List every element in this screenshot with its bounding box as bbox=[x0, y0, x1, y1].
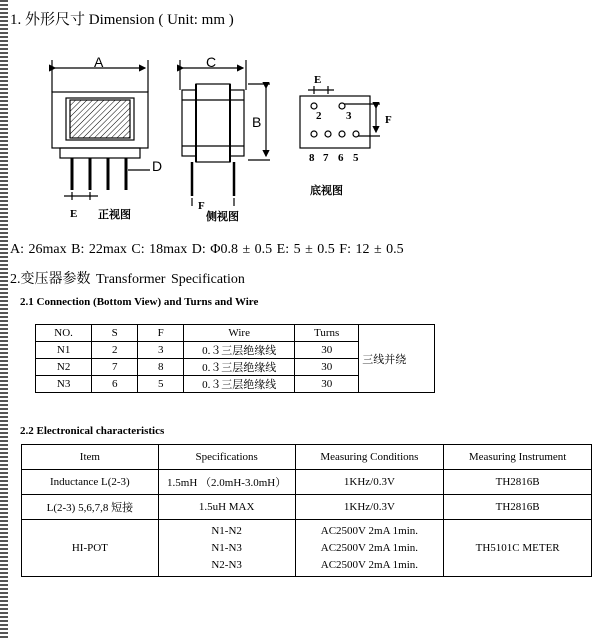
header-f: F bbox=[138, 325, 184, 342]
label-a: A bbox=[94, 54, 104, 70]
hipot-conditions bbox=[295, 520, 444, 577]
header-no: NO. bbox=[36, 325, 92, 342]
spec-line: N2-N3 bbox=[211, 558, 242, 571]
label-e-front: E bbox=[70, 208, 78, 220]
label-e-bottom: E bbox=[314, 74, 322, 86]
spec-line: N1-N2 bbox=[211, 524, 242, 537]
cell: TH2816B bbox=[444, 495, 592, 520]
label-f-side: F bbox=[198, 200, 205, 212]
header-turns: Turns bbox=[295, 325, 359, 342]
header-item: Item bbox=[22, 445, 159, 470]
cell: 1KHz/0.3V bbox=[295, 495, 444, 520]
cell: 6 bbox=[92, 376, 138, 393]
condition-line: AC2500V 2mA 1min. bbox=[320, 541, 419, 554]
pin-6-label: 6 bbox=[338, 152, 344, 164]
header-s: S bbox=[92, 325, 138, 342]
cell: 30 bbox=[295, 342, 359, 359]
cell: TH2816B bbox=[444, 470, 592, 495]
cell: Inductance L(2-3) bbox=[22, 470, 159, 495]
connection-table bbox=[35, 324, 435, 393]
front-view-caption: 正视图 bbox=[98, 209, 131, 221]
connection-heading: 2.1 Connection (Bottom View) and Turns and Wire bbox=[20, 296, 259, 308]
table-row bbox=[22, 470, 592, 495]
cell: N2 bbox=[36, 359, 92, 376]
dimension-values: A: 26max B: 22max C: 18max D: Φ0.8 ± 0.5 E: 5 ± 0.5 F: 12 ± 0.5 bbox=[10, 242, 404, 257]
spec-line: N1-N3 bbox=[211, 541, 242, 554]
side-view-drawing bbox=[180, 60, 270, 206]
cell: 1.5mH （2.0mH-3.0mH） bbox=[158, 470, 295, 495]
table-header-row bbox=[22, 445, 592, 470]
cell: 1.5uH MAX bbox=[158, 495, 295, 520]
bottom-view-caption: 底视图 bbox=[310, 185, 343, 197]
cell: 0.３三层绝缘线 bbox=[184, 359, 295, 376]
transformer-spec-heading: 2.变压器参数 Transformer Specification bbox=[10, 272, 245, 287]
pin-7-label: 7 bbox=[323, 152, 329, 164]
table-row bbox=[22, 495, 592, 520]
pin-3-label: 3 bbox=[346, 110, 352, 122]
label-d: D bbox=[152, 158, 163, 174]
label-f-bottom: F bbox=[385, 114, 392, 126]
label-c: C bbox=[206, 54, 217, 70]
cell: N3 bbox=[36, 376, 92, 393]
pin-8-label: 8 bbox=[309, 152, 315, 164]
bottom-view-drawing bbox=[300, 86, 380, 148]
cell: N1 bbox=[36, 342, 92, 359]
front-view-drawing bbox=[52, 60, 150, 200]
header-instrument: Measuring Instrument bbox=[444, 445, 592, 470]
side-view-caption: 侧视图 bbox=[206, 211, 239, 223]
cell: 0.３三层绝缘线 bbox=[184, 342, 295, 359]
cell: 2 bbox=[92, 342, 138, 359]
cell: 0.３三层绝缘线 bbox=[184, 376, 295, 393]
cell: TH5101C METER bbox=[444, 520, 592, 577]
pin-2-label: 2 bbox=[316, 110, 322, 122]
header-wire: Wire bbox=[184, 325, 295, 342]
cell: 30 bbox=[295, 359, 359, 376]
label-b: B bbox=[252, 114, 262, 130]
header-specifications: Specifications bbox=[158, 445, 295, 470]
pin-5-label: 5 bbox=[353, 152, 359, 164]
table-row bbox=[22, 520, 592, 577]
cell: 8 bbox=[138, 359, 184, 376]
cell: 7 bbox=[92, 359, 138, 376]
dimension-heading: 1. 外形尺寸 Dimension ( Unit: mm ) bbox=[10, 12, 234, 28]
electrical-table bbox=[21, 444, 592, 577]
header-conditions: Measuring Conditions bbox=[295, 445, 444, 470]
condition-line: AC2500V 2mA 1min. bbox=[320, 524, 419, 537]
cell: L(2-3) 5,6,7,8 短接 bbox=[22, 495, 159, 520]
cell: HI-POT bbox=[22, 520, 159, 577]
condition-line: AC2500V 2mA 1min. bbox=[320, 558, 419, 571]
cell: 5 bbox=[138, 376, 184, 393]
table-header-row bbox=[36, 325, 435, 342]
cell: 3 bbox=[138, 342, 184, 359]
electrical-heading: 2.2 Electronical characteristics bbox=[20, 425, 165, 437]
dimension-drawings bbox=[0, 30, 606, 240]
cell: 30 bbox=[295, 376, 359, 393]
winding-note: 三线并绕 bbox=[359, 325, 435, 393]
hipot-specs bbox=[158, 520, 295, 577]
cell: 1KHz/0.3V bbox=[295, 470, 444, 495]
